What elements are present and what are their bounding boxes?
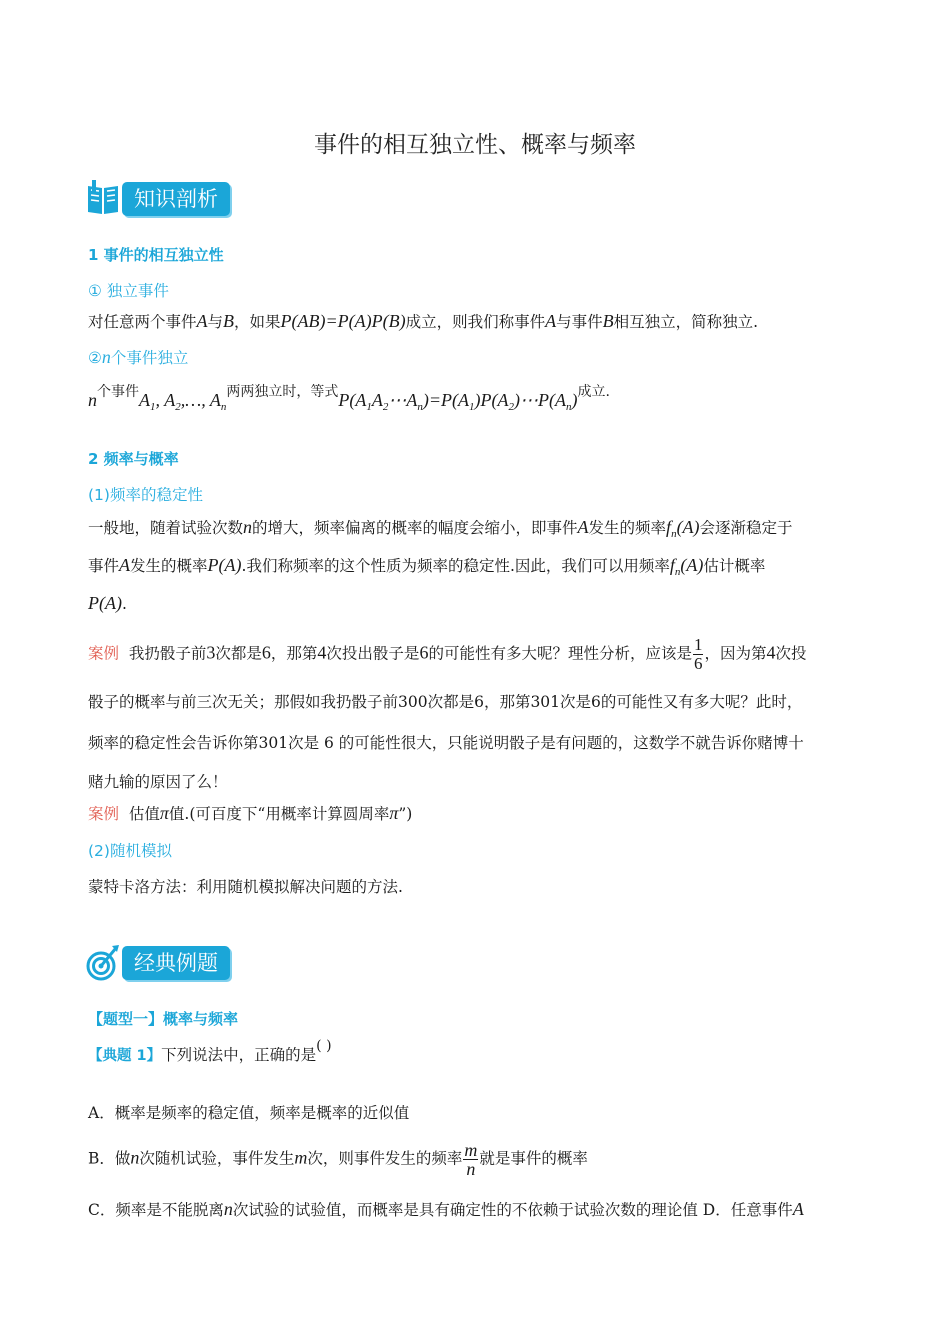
paragraph-n-independence: n个事件$A_1$, $A_2,\dots$, $A_n$两两独立时，等式$P(A_1A_2\cdots A_n)=P(A_1)P(A_2)\cdots P(A_n)$成立.: [88, 384, 610, 413]
subheading-independent-events: ① 独立事件: [88, 282, 169, 300]
case1-line3: 频率的稳定性会告诉你第301次是 6 的可能性很大，只能说明骰子是有问题的，这数学不就告诉你赌博十: [88, 734, 804, 752]
case1-line1: 案例 我扔骰子前3次都是6，那第4次投出骰子是6的可能性有多大呢？理性分析，应该是 $\frac{1}{6}$ ，因为第4次投: [88, 635, 807, 673]
formula-p-ab: P(AB)=P(A)P(B): [280, 311, 406, 331]
paragraph-stability-line3: P(A).: [88, 593, 127, 613]
case-label: 案例: [88, 644, 120, 663]
examples-banner-label: 经典例题: [122, 946, 230, 980]
fraction-one-sixth: $\frac{1}{6}$: [693, 635, 703, 673]
case2-line: 案例 估值π值.(可百度下“用概率计算圆周率π”): [88, 803, 413, 823]
subheading-random-simulation: (2)随机模拟: [88, 842, 172, 860]
option-c-d: C．频率是不能脱离n次试验的试验值，而概率是具有确定性的不依赖于试验次数的理论值 D．任意事件A: [88, 1199, 804, 1219]
example-1-question: 【典题 1】下列说法中，正确的是( ): [88, 1038, 332, 1064]
option-b: B．做n次随机试验，事件发生m次，则事件发生的频率 $\frac{m}{n}$ 就是事件的概率: [88, 1140, 588, 1179]
page-title: 事件的相互独立性、概率与频率: [314, 132, 636, 158]
target-icon: [86, 942, 120, 982]
question-type-1: 【题型一】概率与频率: [88, 1010, 239, 1028]
case1-line2: 骰子的概率与前三次无关；那假如我扔骰子前300次都是6，那第301次是6的可能性又有多大呢？此时，: [88, 693, 803, 711]
open-book-icon: [86, 178, 120, 218]
subheading-stability: (1)频率的稳定性: [88, 486, 203, 504]
knowledge-banner-label: 知识剖析: [122, 182, 230, 216]
paragraph-stability-line1: 一般地，随着试验次数n的增大，频率偏离的概率的幅度会缩小，即事件A发生的频率$f_n(A)$会逐渐稳定于: [88, 517, 793, 540]
case-label: 案例: [88, 805, 120, 823]
paragraph-independence-def: 对任意两个事件A与B，如果P(AB)=P(A)P(B)成立，则我们称事件A与事件B相互独立，简称独立.: [88, 311, 759, 331]
example-tag: 【典题 1】: [88, 1048, 162, 1064]
paragraph-stability-line2: 事件A发生的概率P(A).我们称频率的这个性质为频率的稳定性.因此，我们可以用频率$f_n(A)$估计概率: [88, 555, 766, 578]
answer-parentheses: ( ): [316, 1038, 332, 1054]
paragraph-monte-carlo: 蒙特卡洛方法：利用随机模拟解决问题的方法.: [88, 878, 403, 896]
section-heading-frequency: 2 频率与概率: [88, 450, 179, 468]
fraction-m-over-n: $\frac{m}{n}$: [464, 1140, 478, 1179]
case1-line4: 赌九输的原因了么！: [88, 773, 228, 791]
option-a: A．概率是频率的稳定值，频率是概率的近似值: [88, 1104, 410, 1122]
section-heading-independence: 1 事件的相互独立性: [88, 246, 224, 264]
subheading-n-events: ②n个事件独立: [88, 347, 189, 367]
formula-product: $P(A_1A_2\cdots A_n)=P(A_1)P(A_2)\cdots P(A_n)$: [338, 390, 578, 413]
